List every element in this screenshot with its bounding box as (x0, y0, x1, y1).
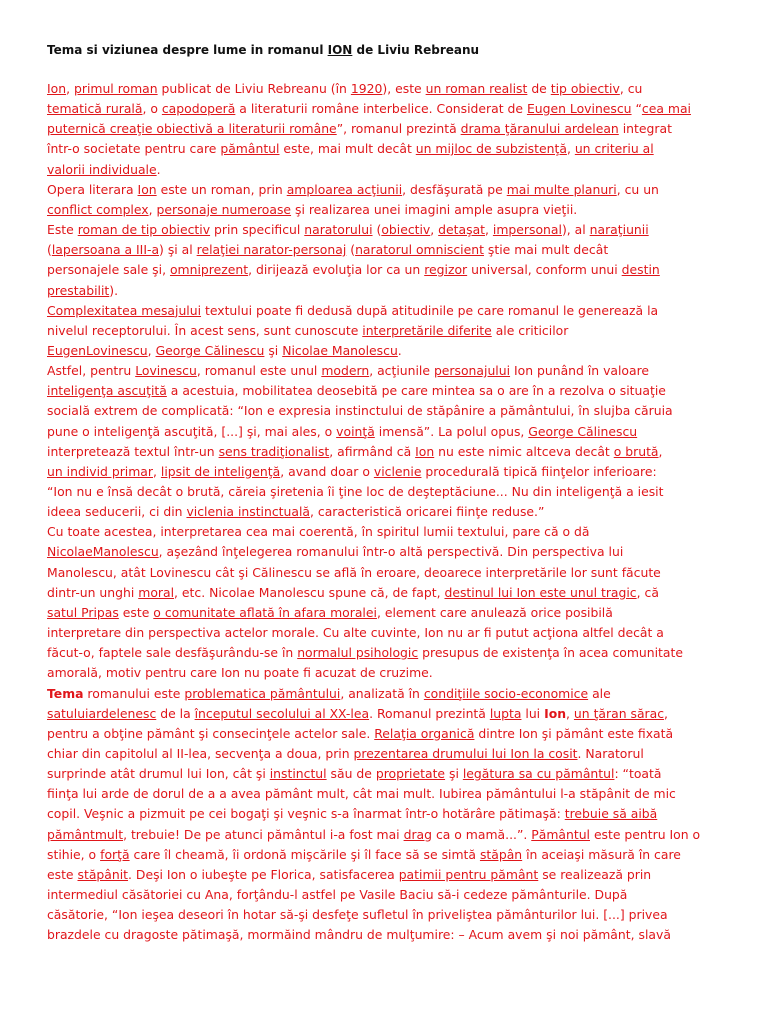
underlined-term: prestabilit (47, 282, 110, 298)
underlined-term: destinul lui Ion este unul tragic (444, 584, 637, 600)
underlined-term: forţă (100, 846, 130, 862)
underlined-term: drama ţăranului ardelean (460, 121, 619, 137)
underlined-term: roman de tip obiectiv (77, 222, 211, 238)
underlined-term: George Călinescu (528, 423, 638, 439)
underlined-term: relaţiei narator-personaj (196, 242, 347, 258)
title-novel-name: ION (327, 43, 353, 57)
underlined-term: pământul (220, 141, 280, 157)
body-line: satul Pripas este o comunitate aflată în afara moralei, element care anulează orice posibilă (47, 604, 613, 620)
body-line: Astfel, pentru Lovinescu, romanul este unul modern, acţiunile personajului Ion punând în valoare (47, 363, 650, 379)
body-line: stihie, o forţă care îl cheamă, îi ordonă mişcările şi îl face să se simtă stăpân în aceiaşi măsură în care (47, 846, 681, 862)
underlined-term: amploarea acţiunii (286, 181, 403, 197)
underlined-term: regizor (424, 262, 468, 278)
body-line: socială extrem de complicată: “Ion e expresia instinctului de stăpânire a pământului, în slujba căruia (47, 403, 673, 419)
body-line: conflict complex, personaje numeroase şi realizarea unei imagini ample asupra vieţii. (47, 201, 578, 217)
body-line: inteligenţa ascuţită a acestuia, mobilitatea deosebită pe care mintea sa o are în a rezolva o situaţie (47, 383, 666, 399)
underlined-term: o brută (613, 443, 659, 459)
underlined-term: destin (621, 262, 660, 278)
underlined-term: viclenie (373, 463, 422, 479)
body-line: prestabilit). (47, 282, 119, 298)
body-line: (lapersoana a III-a) şi al relaţiei narator-personaj (naratorul omniscient ştie mai mult decât (47, 242, 609, 258)
underlined-term: tematică rurală (47, 101, 143, 117)
body-line: într-o societate pentru care pământul este, mai mult decât un mijloc de subzistenţă, un criteriu al (47, 141, 654, 157)
underlined-term: un mijloc de subzistenţă (415, 141, 567, 157)
underlined-term: Ion (47, 81, 67, 96)
underlined-term: începutul secolului al XX-lea (194, 705, 370, 721)
body-line: Ion, primul roman publicat de Liviu Rebreanu (în 1920), este un roman realist de tip obiectiv, cu (47, 81, 643, 96)
underlined-term: lapersoana a III-a (51, 242, 160, 258)
body-line: un individ primar, lipsit de inteligenţă, avand doar o viclenie procedurală tipică fiinţelor inferioare: (47, 463, 657, 479)
underlined-term: puternică creaţie obiectivă a literaturii române (47, 121, 337, 137)
bold-term: Ion (544, 705, 567, 721)
underlined-term: sens tradiţionalist (218, 443, 330, 459)
body-line: satuluiardelenesc de la începutul secolului al XX-lea. Romanul prezintă lupta lui Ion, un ţăran sărac, (47, 705, 668, 721)
underlined-term: problematica pământului (184, 685, 341, 701)
body-line: intermediul căsătoriei cu Ana, forţându-l astfel pe Vasile Baciu să-i cedeze pământurile. După (47, 887, 628, 902)
underlined-term: voinţă (336, 423, 375, 439)
underlined-term: prezentarea drumului lui Ion la cosit (353, 745, 578, 761)
body-line: Tema romanului este problematica pământului, analizată în condiţiile socio-economice ale (47, 685, 611, 701)
underlined-term: Complexitatea mesajului (47, 302, 202, 318)
underlined-term: mai multe planuri (506, 181, 617, 197)
underlined-term: satul Pripas (47, 604, 119, 620)
underlined-term: personajului (433, 363, 511, 379)
underlined-term: impersonal (492, 222, 562, 238)
underlined-term: normalul psihologic (297, 645, 419, 661)
underlined-term: tip obiectiv (550, 81, 620, 96)
underlined-term: lipsit de inteligenţă (160, 463, 281, 479)
body-line: Opera literara Ion este un roman, prin amploarea acţiunii, desfăşurată pe mai multe planuri, cu un (47, 181, 659, 197)
document-title (47, 43, 479, 57)
underlined-term: lupta (489, 705, 522, 721)
underlined-term: EugenLovinescu (47, 342, 148, 358)
body-line: “Ion nu e însă decât o brută, căreia şiretenia îi ţine loc de deşteptăciune... Nu din inteligenţă a iesit (47, 484, 664, 499)
underlined-term: obiectiv (381, 222, 431, 238)
body-line: EugenLovinescu, George Călinescu şi Nicolae Manolescu. (47, 342, 402, 358)
underlined-term: un roman realist (425, 81, 528, 96)
body-line: personajele sale şi, omniprezent, dirijează evoluţia lor ca un regizor universal, conform unui destin (47, 262, 660, 278)
underlined-term: modern (321, 363, 370, 379)
underlined-term: 1920 (350, 81, 383, 96)
underlined-term: un criteriu al (574, 141, 654, 157)
underlined-term: naratorului (304, 222, 373, 238)
body-line: puternică creaţie obiectivă a literaturii române”, romanul prezintă drama ţăranului ardelean integrat (47, 121, 672, 137)
underlined-term: Nicolae Manolescu (282, 342, 398, 358)
underlined-term: cea mai (641, 101, 691, 117)
underlined-term: George Călinescu (155, 342, 265, 358)
underlined-term: naraţiunii (589, 222, 649, 238)
body-line: Complexitatea mesajului textului poate fi dedusă după atitudinile pe care romanul le generează la (47, 302, 659, 318)
underlined-term: primul roman (73, 81, 158, 96)
body-line: NicolaeManolescu, aşezând înţelegerea romanului într-o altă perspectivă. Din perspectiva lui (47, 544, 624, 560)
underlined-term: pământmult (47, 826, 124, 842)
body-line: Manolescu, atât Lovinescu cât şi Călinescu se află în eroare, deoarece interpretările lor sunt făcute (47, 564, 661, 580)
underlined-term: omniprezent (169, 262, 249, 278)
underlined-term: viclenia instinctuală (186, 504, 311, 520)
body-line: brazdele cu dragoste pătimaşă, mormăind mândru de mulţumire: – Acum avem şi noi pământ, slavă (47, 927, 671, 943)
body-line: pentru a obţine pământ şi consecinţele actelor sale. Relaţia organică dintre Ion şi pământ este fixată (47, 725, 674, 741)
underlined-term: Lovinescu (135, 363, 197, 379)
underlined-term: conflict complex (47, 201, 149, 217)
underlined-term: capodoperă (161, 101, 236, 117)
underlined-term: Pământul (531, 826, 590, 842)
body-line: interpretare din perspectiva actelor morale. Cu alte cuvinte, Ion nu ar fi putut acţiona altfel decât a (47, 625, 664, 641)
underlined-term: Eugen Lovinescu (526, 101, 632, 117)
underlined-term: naratorul omniscient (355, 242, 484, 258)
body-line: chiar din capitolul al II-lea, secvenţa a doua, prin prezentarea drumului lui Ion la cosit. Naratorul (47, 745, 644, 761)
body-line: făcut-o, faptele sale desfăşurându-se în normalul psihologic presupus de existenţa în acea comunitate (47, 645, 683, 661)
body-line: este stăpânit. Deşi Ion o iubeşte pe Florica, satisfacerea patimii pentru pământ se realizează prin (47, 866, 652, 882)
underlined-term: Ion (137, 181, 157, 197)
body-line: interpretează textul într-un sens tradiţionalist, afirmând că Ion nu este nimic altceva decât o brută, (47, 443, 663, 459)
underlined-term: NicolaeManolescu (47, 544, 159, 560)
underlined-term: valorii individuale (47, 161, 157, 177)
underlined-term: legătura sa cu pământul (462, 766, 615, 782)
title-text-after: de Liviu Rebreanu (352, 43, 480, 57)
underlined-term: trebuie să aibă (564, 806, 658, 822)
body-line: pune o inteligenţă ascuţită, [...] şi, mai ales, o voinţă imensă”. La polul opus, George Călinescu (47, 423, 638, 439)
body-line: dintr-un unghi moral, etc. Nicolae Manolescu spune că, de fapt, destinul lui Ion este unul tragic, că (47, 584, 659, 600)
underlined-term: Relaţia organică (374, 725, 475, 741)
body-line: ideea seducerii, ci din viclenia instinctuală, caracteristică oricarei fiinţe reduse.” (47, 504, 545, 520)
underlined-term: detaşat (438, 222, 486, 238)
bold-term: Tema (47, 685, 84, 701)
body-line: Este roman de tip obiectiv prin specificul naratorului (obiectiv, detaşat, impersonal), al naraţiunii (47, 222, 649, 238)
underlined-term: instinctul (269, 766, 327, 782)
underlined-term: moral (138, 584, 175, 600)
title-text-before: Tema si viziunea despre lume in romanul (47, 43, 328, 57)
underlined-term: Ion (415, 443, 435, 459)
body-line: nivelul receptorului. În acest sens, sunt cunoscute interpretările diferite ale criticilor (47, 322, 569, 338)
body-line: amorală, motiv pentru care Ion nu poate fi acuzat de cruzime. (47, 665, 433, 681)
body-line: surprinde atât drumul lui Ion, cât şi instinctul său de proprietate şi legătura sa cu pământul: “toată (47, 766, 662, 782)
underlined-term: stăpân (479, 846, 523, 862)
underlined-term: interpretările diferite (362, 322, 492, 338)
body-line: căsătorie, “Ion ieşea deseori în hotar să-şi desfeţe sufletul în priveliştea pământurilor lui. [...] privea (47, 907, 668, 923)
underlined-term: proprietate (375, 766, 446, 782)
body-line: copil. Veşnic a pizmuit pe cei bogaţi şi veşnic s-a înarmat într-o hotărâre pătimaşă: trebuie să aibă (47, 806, 658, 822)
underlined-term: o comunitate aflată în afara moralei (153, 604, 377, 620)
underlined-term: personaje numeroase (156, 201, 292, 217)
underlined-term: stăpânit (77, 866, 129, 882)
underlined-term: un ţăran sărac (573, 705, 665, 721)
underlined-term: un individ primar (47, 463, 153, 479)
underlined-term: inteligenţa ascuţită (47, 383, 167, 399)
underlined-term: drag (403, 826, 432, 842)
underlined-term: condiţiile socio-economice (423, 685, 589, 701)
body-line: Cu toate acestea, interpretarea cea mai coerentă, în spiritul lumii textului, pare că o dă (47, 524, 590, 540)
body-line: fiinţa lui arde de dorul de a a avea pământ mult, cât mai mult. Iubirea pământului l-a stăpânit de mic (47, 786, 676, 802)
body-line: pământmult, trebuie! De pe atunci pământul i-a fost mai drag ca o mamă...”. Pământul este pentru Ion o (47, 826, 701, 842)
underlined-term: satuluiardelenesc (47, 705, 157, 721)
underlined-term: patimii pentru pământ (398, 866, 539, 882)
body-line: valorii individuale. (47, 161, 161, 177)
body-line: tematică rurală, o capodoperă a literaturii române interbelice. Considerat de Eugen Lovinescu “cea mai (47, 101, 691, 117)
